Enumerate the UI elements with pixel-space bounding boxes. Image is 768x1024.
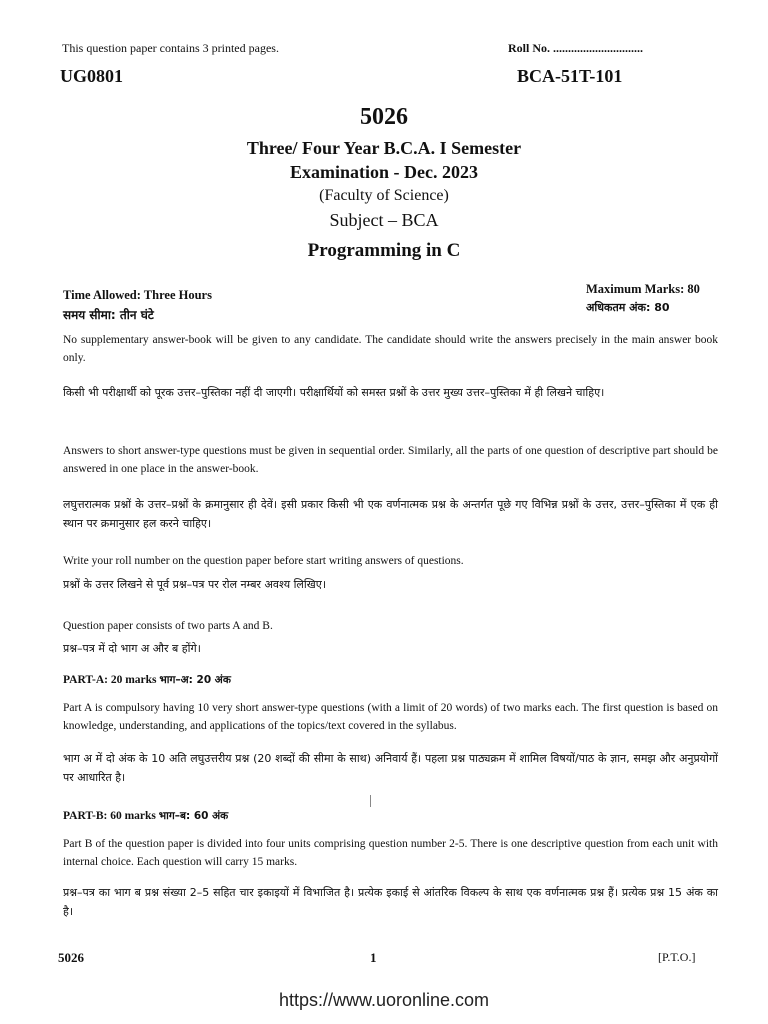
scan-mark bbox=[370, 795, 371, 807]
part-a-heading-hi: भाग–अ: 20 अंक bbox=[159, 674, 231, 686]
course-title: Three/ Four Year B.C.A. I Semester bbox=[246, 138, 522, 158]
part-b-heading bbox=[63, 808, 228, 826]
footer-pto: [P.T.O.] bbox=[658, 950, 696, 964]
part-b-text-hi: प्रश्न–पत्र का भाग ब प्रश्न संख्या 2–5 सहित चार इकाइयों में विभाजित है। प्रत्येक इकाई से आंतरिक विकल्प के साथ एक वर्णनात्मक प्रश्न हैं। प्रत्येक प्रश्न 15 अंक का है। bbox=[63, 886, 718, 918]
roll-number-label: Roll No. .............................. bbox=[508, 41, 643, 55]
part-a-heading bbox=[63, 672, 231, 690]
instruction-1-hi: किसी भी परीक्षार्थी को पूरक उत्तर–पुस्तिका नहीं दी जाएगी। परीक्षार्थियों को समस्त प्रश्नों के उत्तर मुख्य उत्तर–पुस्तिका में ही लिखने चाहिए। bbox=[63, 386, 605, 399]
part-b-heading-en: PART-B: 60 marks bbox=[63, 810, 156, 822]
paper-name: Programming in C bbox=[307, 240, 461, 261]
paper-number: 5026 bbox=[360, 104, 408, 130]
part-b-heading-hi: भाग–ब: 60 अंक bbox=[158, 810, 229, 822]
part-b-text-en: Part B of the question paper is divided into four units comprising question number 2-5. There is one descriptive question from each unit with internal choice. Each question will carry 15 marks. bbox=[63, 838, 718, 868]
time-allowed-hi: समय सीमा: तीन घंटे bbox=[63, 308, 154, 322]
exam-title: Examination - Dec. 2023 bbox=[290, 162, 478, 182]
part-a-text-en: Part A is compulsory having 10 very short answer-type questions (with a limit of 20 words) of two marks each. The first question is based on knowledge, understanding, and applications of the topics/text covered in the syllabus. bbox=[63, 702, 718, 732]
footer-paper-number: 5026 bbox=[58, 950, 84, 965]
max-marks-hi: अधिकतम अंक: 80 bbox=[586, 301, 670, 314]
course-code-left: UG0801 bbox=[60, 66, 123, 86]
footer-page-number: 1 bbox=[370, 950, 377, 965]
source-url: https://www.uoronline.com bbox=[278, 990, 490, 1010]
instruction-3-hi: प्रश्नों के उत्तर लिखने से पूर्व प्रश्न–पत्र पर रोल नम्बर अवश्य लिखिए। bbox=[63, 578, 326, 591]
instruction-4-en: Question paper consists of two parts A and B. bbox=[63, 620, 273, 632]
course-code-right: BCA-51T-101 bbox=[517, 66, 623, 86]
pages-note: This question paper contains 3 printed pages. bbox=[62, 41, 279, 55]
instruction-1-en: No supplementary answer-book will be given to any candidate. The candidate should write the answers precisely in the main answer book only. bbox=[63, 334, 718, 364]
instruction-4-hi: प्रश्न–पत्र में दो भाग अ और ब होंगे। bbox=[63, 642, 201, 655]
part-a-text-hi: भाग अ में दो अंक के 10 अति लघुउत्तरीय प्रश्न (20 शब्दों की सीमा के साथ) अनिवार्य हैं। पहला प्रश्न पाठ्यक्रम में शामिल विषयों/पाठ के ज्ञान, समझ और अनुप्रयोगों पर आधारित है। bbox=[63, 752, 718, 784]
instruction-2-en: Answers to short answer-type questions must be given in sequential order. Similarly, all the parts of one question of descriptive part should be answered in one place in the answer-book. bbox=[63, 445, 718, 475]
instruction-2-hi: लघुत्तरात्मक प्रश्नों के उत्तर–प्रश्नों के क्रमानुसार ही देवें। इसी प्रकार किसी भी एक वर्णनात्मक प्रश्न के अन्तर्गत पूछे गए विभिन्न प्रश्नों के उत्तर, उत्तर–पुस्तिका में एक ही स्थान पर क्रमानुसार हल करने चाहिए। bbox=[63, 498, 718, 530]
faculty-label: (Faculty of Science) bbox=[319, 187, 449, 204]
part-a-heading-en: PART-A: 20 marks bbox=[63, 674, 157, 686]
max-marks-en: Maximum Marks: 80 bbox=[586, 282, 700, 296]
instruction-3-en: Write your roll number on the question paper before start writing answers of questions. bbox=[63, 555, 464, 567]
time-allowed-en: Time Allowed: Three Hours bbox=[63, 288, 212, 302]
subject-label: Subject – BCA bbox=[329, 210, 439, 230]
